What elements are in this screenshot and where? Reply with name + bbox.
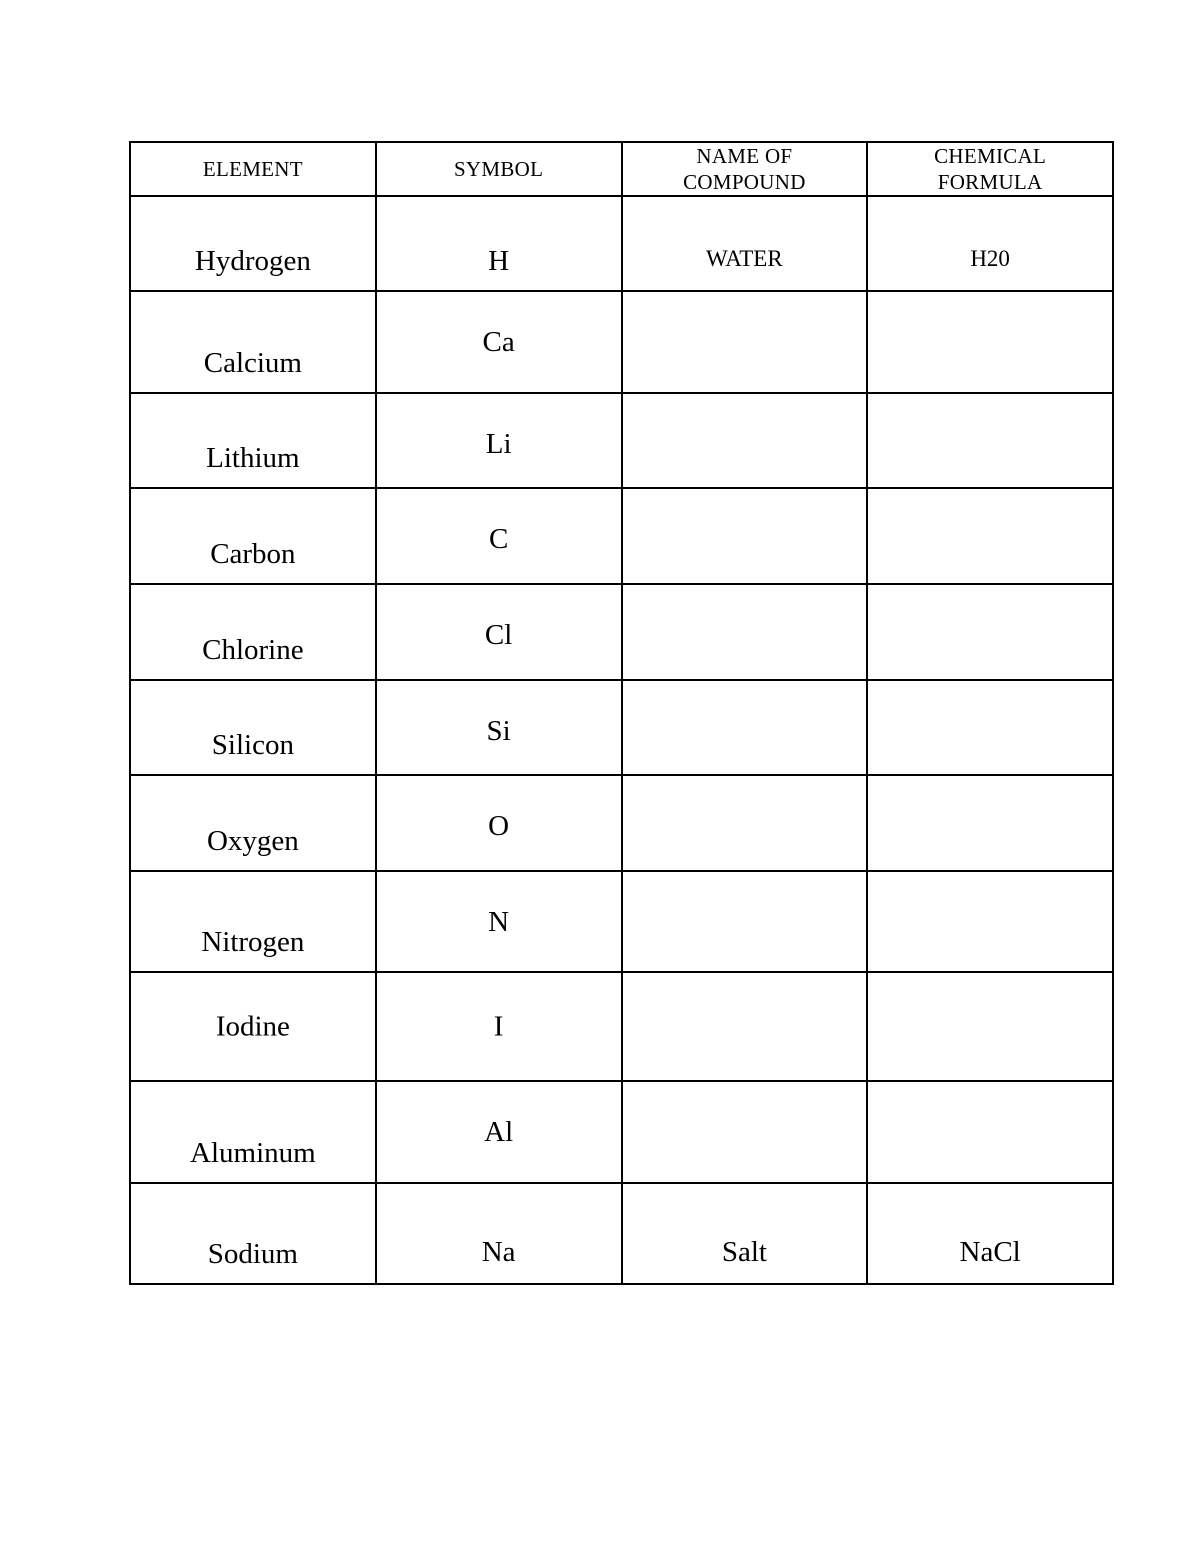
header-element-label: ELEMENT [202, 157, 303, 181]
table-row [130, 680, 1113, 775]
symbol-cell-text: Na [481, 1236, 516, 1268]
symbol-cell[interactable] [376, 775, 622, 871]
table-row [130, 1183, 1113, 1284]
formula-cell[interactable] [867, 196, 1113, 291]
symbol-cell-text: C [488, 523, 509, 555]
header-compound-line1: NAME OF [696, 144, 793, 168]
element-cell[interactable] [130, 584, 376, 680]
formula-cell-text: H20 [970, 246, 1010, 271]
symbol-cell[interactable] [376, 972, 622, 1081]
element-cell-text: Iodine [215, 1010, 290, 1042]
symbol-cell[interactable] [376, 584, 622, 680]
compound-cell[interactable] [622, 584, 868, 680]
compound-cell[interactable] [622, 196, 868, 291]
compound-cell-text: WATER [706, 246, 783, 271]
compound-cell[interactable] [622, 680, 868, 775]
element-cell-text: Nitrogen [201, 926, 305, 958]
compound-cell[interactable] [622, 291, 868, 393]
compound-cell[interactable] [622, 972, 868, 1081]
symbol-cell[interactable] [376, 1183, 622, 1284]
formula-cell[interactable] [867, 871, 1113, 972]
element-cell-text: Silicon [211, 729, 294, 761]
symbol-cell-text: Si [486, 715, 511, 747]
header-symbol-label: SYMBOL [453, 157, 544, 181]
element-cell-text: Oxygen [206, 825, 299, 857]
table-row [130, 393, 1113, 488]
symbol-cell[interactable] [376, 1081, 622, 1183]
header-compound-name [622, 142, 868, 196]
symbol-cell-text: N [488, 906, 510, 938]
header-symbol [376, 142, 622, 196]
element-cell[interactable] [130, 871, 376, 972]
symbol-cell-text: Li [485, 428, 512, 460]
element-cell-text: Lithium [206, 442, 300, 474]
symbol-cell[interactable] [376, 393, 622, 488]
formula-cell[interactable] [867, 393, 1113, 488]
element-cell-text: Calcium [203, 347, 302, 379]
header-compound-line2: COMPOUND [683, 170, 806, 194]
element-cell-text: Aluminum [190, 1137, 316, 1169]
symbol-cell[interactable] [376, 488, 622, 584]
element-cell[interactable] [130, 680, 376, 775]
elements-table [129, 141, 1114, 1285]
compound-cell[interactable] [622, 775, 868, 871]
compound-cell[interactable] [622, 393, 868, 488]
header-row [130, 142, 1113, 196]
element-cell[interactable] [130, 393, 376, 488]
symbol-cell-text: Al [484, 1116, 514, 1148]
symbol-cell-text: Ca [482, 326, 515, 358]
element-cell-text: Chlorine [202, 634, 304, 666]
table-row [130, 291, 1113, 393]
table-body [130, 196, 1113, 1284]
compound-cell-text: Salt [721, 1236, 767, 1268]
table-row [130, 871, 1113, 972]
formula-cell[interactable] [867, 1183, 1113, 1284]
element-cell[interactable] [130, 972, 376, 1081]
element-cell-text: Hydrogen [194, 245, 311, 277]
symbol-cell[interactable] [376, 291, 622, 393]
table-row [130, 1081, 1113, 1183]
compound-cell[interactable] [622, 1081, 868, 1183]
element-cell-text: Sodium [207, 1238, 298, 1270]
header-formula-line2: FORMULA [937, 170, 1043, 194]
symbol-cell[interactable] [376, 196, 622, 291]
compound-cell[interactable] [622, 488, 868, 584]
formula-cell-text: NaCl [959, 1236, 1021, 1268]
element-cell[interactable] [130, 775, 376, 871]
compound-cell[interactable] [622, 1183, 868, 1284]
element-cell-text: Carbon [210, 538, 296, 570]
formula-cell[interactable] [867, 584, 1113, 680]
element-cell[interactable] [130, 488, 376, 584]
element-cell[interactable] [130, 196, 376, 291]
table-row [130, 972, 1113, 1081]
table-row [130, 488, 1113, 584]
symbol-cell[interactable] [376, 871, 622, 972]
table-row [130, 584, 1113, 680]
symbol-cell-text: H [488, 245, 510, 277]
table-row [130, 196, 1113, 291]
symbol-cell-text: Cl [484, 619, 513, 651]
compound-cell[interactable] [622, 871, 868, 972]
symbol-cell-text: O [488, 810, 510, 842]
formula-cell[interactable] [867, 680, 1113, 775]
header-chemical-formula [867, 142, 1113, 196]
symbol-cell[interactable] [376, 680, 622, 775]
worksheet [129, 141, 1112, 1285]
formula-cell[interactable] [867, 291, 1113, 393]
header-element [130, 142, 376, 196]
formula-cell[interactable] [867, 972, 1113, 1081]
symbol-cell-text: I [493, 1010, 504, 1042]
element-cell[interactable] [130, 1081, 376, 1183]
formula-cell[interactable] [867, 1081, 1113, 1183]
element-cell[interactable] [130, 1183, 376, 1284]
formula-cell[interactable] [867, 775, 1113, 871]
table-row [130, 775, 1113, 871]
header-formula-line1: CHEMICAL [934, 144, 1047, 168]
element-cell[interactable] [130, 291, 376, 393]
formula-cell[interactable] [867, 488, 1113, 584]
